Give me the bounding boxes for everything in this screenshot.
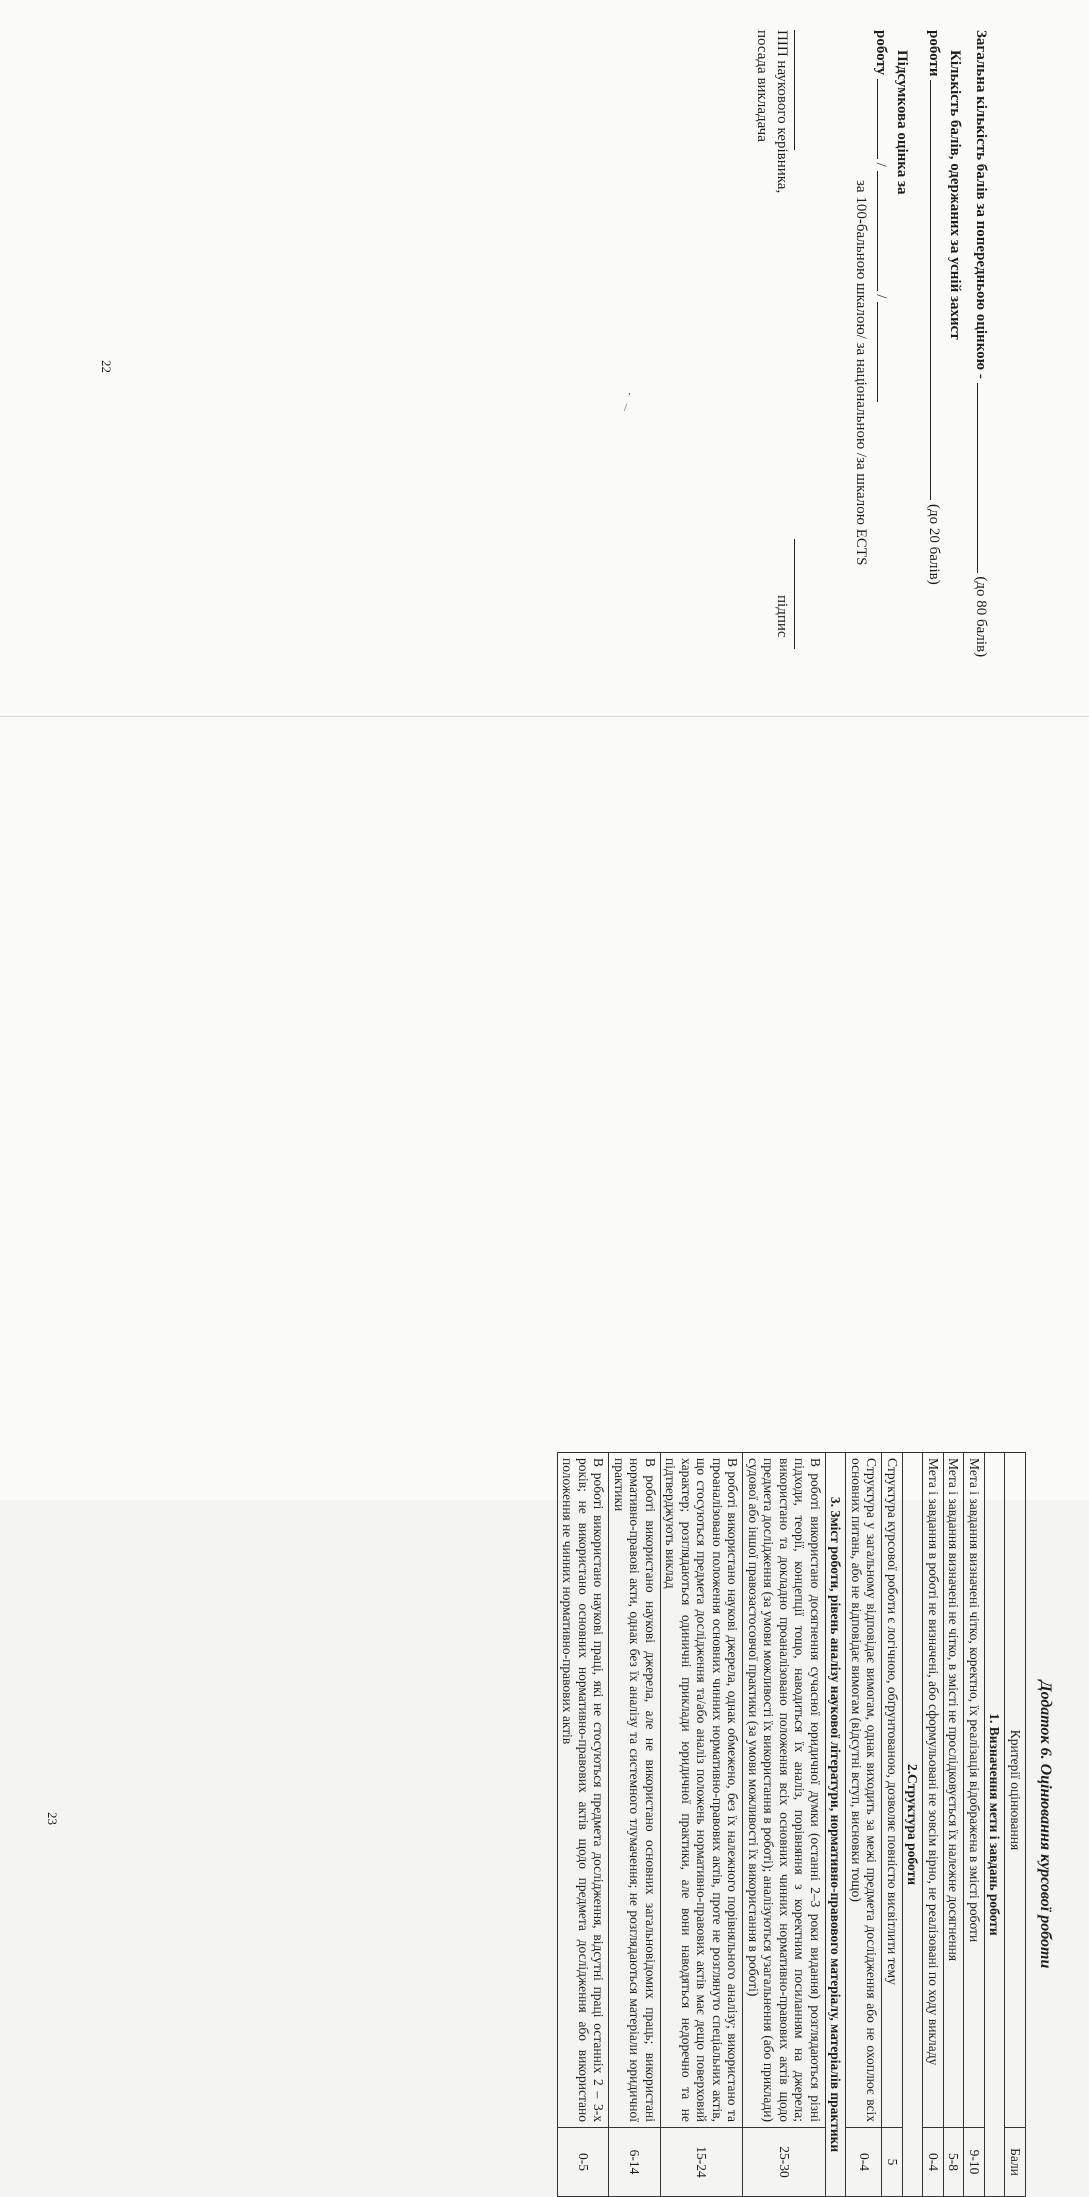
criterion-cell: В роботі використано наукові джерела, однак обмежено, без їх належного порівняльного аналізу; використано та проаналізовано положення основних чинних нормативно-правових актів, проте не розглянуто спеціальних актів, що стосуються предмета дослідження та/або аналіз положень нормативно-правових актів має дещо поверховий характер; розглядаються одиничні приклади юридичної практики, але вони наводяться недоречно та не підтверджують виклад [661, 1453, 744, 2128]
points-cell: 0-4 [846, 2128, 882, 2197]
table-row [882, 1453, 903, 2197]
supervisor-position-label: посада викладача [754, 30, 770, 142]
final-score-line [892, 30, 912, 700]
points-cell: 0-4 [923, 2128, 944, 2197]
page-22 [0, 0, 1089, 717]
total-score-label: Загальна кількість балів за попередньою оцінкою - [973, 30, 989, 383]
table-row [964, 1453, 985, 2197]
table-row [609, 1453, 661, 2197]
section-row [903, 1453, 924, 2197]
final-score-slash-1: / [873, 162, 889, 167]
total-score-limit: (до 80 балів) [973, 576, 989, 658]
points-cell: 5-8 [944, 2128, 965, 2197]
final-score-label: Підсумкова оцінка за [894, 50, 910, 195]
final-score-label-2: роботу [873, 30, 889, 76]
page-22-content [42, 30, 992, 700]
table-row [944, 1453, 965, 2197]
table-row [743, 1453, 826, 2197]
page-number-22: 22 [99, 360, 114, 373]
criterion-cell: Мета і завдання в роботі не визначені, або сформульовані не зовсім вірно, не реалізовані по ходу викладу [923, 1453, 944, 2128]
defense-score-limit: (до 20 балів) [926, 503, 942, 585]
page-number-23: 23 [45, 1812, 60, 1825]
final-score-blank-2 [877, 171, 892, 291]
defense-score-line [945, 30, 965, 700]
table-header-row [1005, 1453, 1026, 2197]
points-cell: 15-24 [661, 2128, 744, 2197]
defense-score-label-2: роботи [926, 30, 942, 77]
defense-score-line-2 [924, 30, 945, 700]
criteria-header: Критерії оцінювання [1005, 1453, 1026, 2128]
criterion-cell: В роботі використано наукові праці, які не стосуються предмета дослідження, відсутні праці останніх 2 – 3-х років; не використано основних нормативно-правових актів щодо предмета дослідження або використано положення не чинних нормативно-правових актів [558, 1453, 610, 2128]
section-title: 3. Зміст роботи, рівень аналізу наукової літератури, нормативно-правового матеріалу, матеріалів практики [826, 1453, 847, 2197]
table-row [558, 1453, 610, 2197]
total-score-blank [977, 383, 992, 573]
section-row [826, 1453, 847, 2197]
criterion-cell: Структура курсової роботи є логічною, обґрунтованою, дозволяє повністю висвітлити тему [882, 1453, 903, 2128]
criterion-cell: Структура у загальному відповідає вимогам, однак виходить за межі предмета дослідження або не охоплює всіх основних питань, або не відповідає вимогам (відсутні вступ, висновки тощо) [846, 1453, 882, 2128]
final-score-blank-1 [877, 79, 892, 159]
defense-score-label: Кількість балів, одержаних за усній захист [947, 50, 963, 340]
criterion-cell: Мета і завдання визначені не чітко, в змісті не прослідковується їх належне досягнення [944, 1453, 965, 2128]
points-cell: 25-30 [743, 2128, 826, 2197]
table-body [558, 1453, 1006, 2197]
points-cell: 9-10 [964, 2128, 985, 2197]
points-cell: 0-5 [558, 2128, 610, 2197]
criterion-cell: Мета і завдання визначені чітко, коректно, їх реалізація відображена в змісті роботи [964, 1453, 985, 2128]
page-23 [0, 717, 1089, 2178]
table-row [923, 1453, 944, 2197]
criterion-cell: В роботі використано наукові джерела, але не використано основних загальновідомих праць; використані нормативно-правові акти, однак без їх аналізу та системного тлумачення; не розглядаються матеріали юридичної практики [609, 1453, 661, 2128]
signature-label: підпис [774, 595, 790, 638]
final-score-line-2 [871, 30, 892, 700]
page-23-content [40, 1452, 1060, 2197]
total-score-line [971, 30, 992, 700]
section-title: 2.Структура роботи [903, 1453, 924, 2197]
scale-text: за 100-бальною шкалою/ за національною /за шкалою ECTS [853, 180, 869, 566]
final-score-blank-3 [877, 302, 892, 402]
scan-mark-2: / [624, 402, 628, 414]
signature-blank [794, 539, 809, 649]
section-row [985, 1453, 1006, 2197]
points-header: Бали [1005, 2128, 1026, 2197]
supervisor-blank [794, 30, 809, 150]
scan-mark: , [628, 385, 631, 397]
final-score-slash-2: / [873, 294, 889, 299]
scale-line [851, 30, 871, 700]
table-row [661, 1453, 744, 2197]
supervisor-name-label: ПІП наукового керівника, [774, 30, 790, 194]
table-row [846, 1453, 882, 2197]
section-title: 1. Визначення мети і завдань роботи [985, 1453, 1006, 2197]
defense-score-blank [930, 80, 945, 500]
appendix-title: Додаток 6. Оцінювання курсової роботи [1037, 1680, 1054, 1969]
points-cell: 5 [882, 2128, 903, 2197]
points-cell: 6-14 [609, 2128, 661, 2197]
criterion-cell: В роботі використано досягнення сучасної юридичної думки (останні 2–3 роки видання) розглядаються різні підходи, теорії, концепції тощо, наводиться їх аналіз, порівняння з коректним посиланням на джерела; використано та докладно проаналізовано положення всіх основних чинних нормативно-правових актів щодо предмета дослідження (за умови можливості їх використання в роботі); аналізуються узагальнення (або приклади) судової або іншої правозастосовчої практики (за умови можливості їх використання в роботі) [743, 1453, 826, 2128]
assessment-table [557, 1452, 1026, 2197]
